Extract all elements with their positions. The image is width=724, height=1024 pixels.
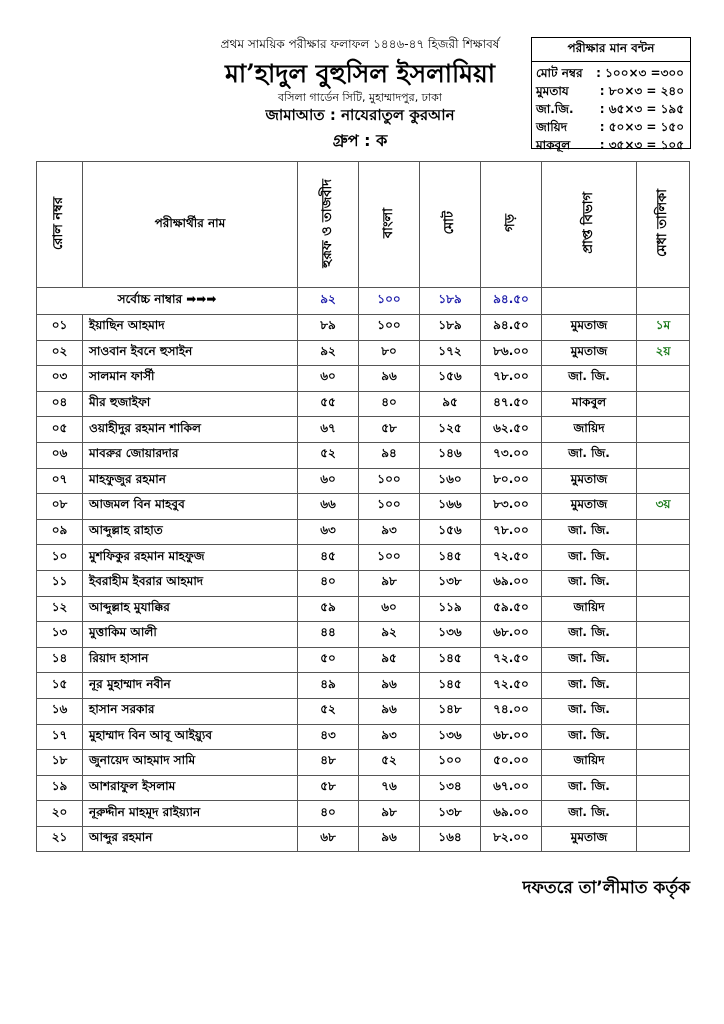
cell-roll: ০৫ <box>37 417 83 443</box>
cell-subject1: ৯২ <box>298 340 359 366</box>
cell-average: ৮৬.০০ <box>481 340 542 366</box>
cell-position <box>637 698 690 724</box>
cell-average: ৭৮.০০ <box>481 366 542 392</box>
header-total: মোট <box>420 162 481 288</box>
cell-position <box>637 442 690 468</box>
cell-name: নূরুদ্দীন মাহমূদ রাইয়্যান <box>83 801 298 827</box>
cell-name: ইয়াছিন আহমাদ <box>83 315 298 341</box>
class-name: জামাআত : নাযেরাতুল কুরআন <box>265 106 455 124</box>
cell-position: ২য় <box>637 340 690 366</box>
cell-roll: ১৪ <box>37 647 83 673</box>
cell-position: ৩য় <box>637 494 690 520</box>
table-row <box>37 391 690 417</box>
cell-division: জা. জি. <box>542 673 637 699</box>
header-subject2: বাংলা <box>359 162 420 288</box>
cell-subject1: ৪৪ <box>298 622 359 648</box>
cell-roll: ০৪ <box>37 391 83 417</box>
cell-subject2: ৯৬ <box>359 366 420 392</box>
table-row <box>37 775 690 801</box>
cell-total: ১৪৮ <box>420 698 481 724</box>
cell-subject2: ৯৪ <box>359 442 420 468</box>
cell-subject1: ৬০ <box>298 366 359 392</box>
cell-division: জায়িদ <box>542 596 637 622</box>
cell-average: ৭৪.০০ <box>481 698 542 724</box>
cell-total: ১৩৪ <box>420 775 481 801</box>
cell-roll: ২১ <box>37 826 83 852</box>
cell-subject2: ৯৬ <box>359 698 420 724</box>
cell-division: মুমতাজ <box>542 468 637 494</box>
cell-subject2: ৭৬ <box>359 775 420 801</box>
cell-position <box>637 622 690 648</box>
cell-subject2: ৯৩ <box>359 519 420 545</box>
table-row <box>37 801 690 827</box>
marks-box-row <box>536 136 686 154</box>
marks-box-value: : ৬৫×৩ = ১৯৫ <box>599 102 684 116</box>
cell-average: ৮০.০০ <box>481 468 542 494</box>
cell-position <box>637 596 690 622</box>
cell-subject1: ৫২ <box>298 442 359 468</box>
marks-box-title: পরীক্ষার মান বন্টন <box>532 40 690 62</box>
cell-roll: ০৯ <box>37 519 83 545</box>
cell-position <box>637 366 690 392</box>
cell-total: ১২৫ <box>420 417 481 443</box>
table-row <box>37 366 690 392</box>
table-row <box>37 442 690 468</box>
cell-name: আজমল বিন মাহবুব <box>83 494 298 520</box>
table-row <box>37 698 690 724</box>
result-table <box>36 161 690 852</box>
cell-average: ৬৯.০০ <box>481 801 542 827</box>
cell-average: ৭৩.০০ <box>481 442 542 468</box>
cell-name: মাহফুজুর রহমান <box>83 468 298 494</box>
cell-name: সালমান ফার্সী <box>83 366 298 392</box>
cell-position <box>637 570 690 596</box>
cell-position: ১ম <box>637 315 690 341</box>
cell-roll: ১৬ <box>37 698 83 724</box>
cell-name: ওয়াহীদুর রহমান শাকিল <box>83 417 298 443</box>
marks-box-label: মুমতায <box>536 84 569 98</box>
cell-division: জা. জি. <box>542 570 637 596</box>
cell-total: ১৩৮ <box>420 570 481 596</box>
cell-total: ১৬০ <box>420 468 481 494</box>
marks-box-value: : ১০০×৩ =৩০০ <box>596 66 684 80</box>
cell-position <box>637 391 690 417</box>
cell-subject1: ৪৩ <box>298 724 359 750</box>
highest-subject1: ৯২ <box>298 288 359 315</box>
cell-total: ১৪৫ <box>420 673 481 699</box>
cell-total: ১৪৫ <box>420 545 481 571</box>
cell-total: ১৩৬ <box>420 622 481 648</box>
header-average: গড় <box>481 162 542 288</box>
cell-subject1: ৪৫ <box>298 545 359 571</box>
cell-name: মীর হুজাইফা <box>83 391 298 417</box>
cell-roll: ১৮ <box>37 750 83 776</box>
table-row <box>37 647 690 673</box>
table-row <box>37 494 690 520</box>
cell-roll: ১৩ <box>37 622 83 648</box>
marks-box-row <box>536 118 686 136</box>
cell-subject2: ৯৬ <box>359 826 420 852</box>
cell-name: রিয়াদ হাসান <box>83 647 298 673</box>
cell-position <box>637 417 690 443</box>
cell-position <box>637 545 690 571</box>
cell-subject1: ৬৮ <box>298 826 359 852</box>
cell-name: মাবরুর জোয়ারদার <box>83 442 298 468</box>
cell-subject2: ৯৮ <box>359 801 420 827</box>
cell-name: আব্দুল্লাহ মুযাক্কির <box>83 596 298 622</box>
cell-roll: ১৭ <box>37 724 83 750</box>
cell-position <box>637 673 690 699</box>
cell-roll: ১৫ <box>37 673 83 699</box>
cell-division: মুমতাজ <box>542 340 637 366</box>
table-header-row <box>37 162 690 288</box>
marks-box-row <box>536 64 686 82</box>
marks-box-label: মোট নম্বর <box>536 66 583 80</box>
cell-roll: ০৭ <box>37 468 83 494</box>
cell-subject1: ৫৮ <box>298 775 359 801</box>
highest-marks-row <box>37 288 690 315</box>
cell-subject2: ৫৮ <box>359 417 420 443</box>
table-row <box>37 545 690 571</box>
exam-title: প্রথম সাময়িক পরীক্ষার ফলাফল ১৪৪৬-৪৭ হিজরী শিক্ষাবর্ষ <box>220 37 500 51</box>
cell-name: মুত্তাকিম আলী <box>83 622 298 648</box>
cell-subject2: ৯২ <box>359 622 420 648</box>
marks-box-value: : ৮০×৩ = ২৪০ <box>599 84 684 98</box>
cell-position <box>637 801 690 827</box>
cell-average: ৮৩.০০ <box>481 494 542 520</box>
table-row <box>37 750 690 776</box>
cell-average: ৮২.০০ <box>481 826 542 852</box>
cell-total: ১৫৬ <box>420 366 481 392</box>
marks-box-label: জায়িদ <box>536 120 568 134</box>
cell-division: জা. জি. <box>542 801 637 827</box>
cell-roll: ১০ <box>37 545 83 571</box>
cell-subject2: ১০০ <box>359 545 420 571</box>
cell-total: ১৮৯ <box>420 315 481 341</box>
cell-subject1: ৮৯ <box>298 315 359 341</box>
highest-subject2: ১০০ <box>359 288 420 315</box>
marks-box-label: জা.জি. <box>536 102 574 116</box>
table-row <box>37 826 690 852</box>
table-row <box>37 417 690 443</box>
cell-subject1: ৫৫ <box>298 391 359 417</box>
cell-position <box>637 750 690 776</box>
cell-name: আব্দুল্লাহ রাহাত <box>83 519 298 545</box>
cell-position <box>637 724 690 750</box>
cell-roll: ০১ <box>37 315 83 341</box>
cell-division: মুমতাজ <box>542 315 637 341</box>
cell-subject1: ৪৮ <box>298 750 359 776</box>
table-row <box>37 519 690 545</box>
cell-name: ইবরাহীম ইবরার আহমাদ <box>83 570 298 596</box>
cell-division: জা. জি. <box>542 647 637 673</box>
cell-division: জা. জি. <box>542 698 637 724</box>
cell-roll: ০২ <box>37 340 83 366</box>
table-row <box>37 570 690 596</box>
table-row <box>37 673 690 699</box>
table-row <box>37 724 690 750</box>
group-name: গ্রুপ : ক <box>332 131 388 150</box>
cell-subject2: ১০০ <box>359 315 420 341</box>
cell-name: মুশফিকুর রহমান মাহফুজ <box>83 545 298 571</box>
cell-subject1: ৬৬ <box>298 494 359 520</box>
highest-position <box>637 288 690 315</box>
cell-position <box>637 826 690 852</box>
cell-division: জা. জি. <box>542 545 637 571</box>
cell-name: হাসান সরকার <box>83 698 298 724</box>
cell-average: ৭২.৫০ <box>481 647 542 673</box>
cell-subject1: ৫০ <box>298 647 359 673</box>
cell-division: মুমতাজ <box>542 494 637 520</box>
header-name: পরীক্ষার্থীর নাম <box>83 162 298 288</box>
cell-average: ৯৪.৫০ <box>481 315 542 341</box>
highest-division <box>542 288 637 315</box>
cell-division: জা. জি. <box>542 366 637 392</box>
cell-average: ৭২.৫০ <box>481 673 542 699</box>
cell-name: আশরাফুল ইসলাম <box>83 775 298 801</box>
cell-division: জা. জি. <box>542 724 637 750</box>
table-row <box>37 596 690 622</box>
cell-subject2: ৯৬ <box>359 673 420 699</box>
cell-average: ৫০.০০ <box>481 750 542 776</box>
cell-average: ৬২.৫০ <box>481 417 542 443</box>
cell-total: ১৭২ <box>420 340 481 366</box>
table-row <box>37 340 690 366</box>
cell-roll: ০৬ <box>37 442 83 468</box>
cell-position <box>637 468 690 494</box>
cell-roll: ০৩ <box>37 366 83 392</box>
cell-roll: ১৯ <box>37 775 83 801</box>
cell-position <box>637 775 690 801</box>
cell-name: মুহাম্মাদ বিন আবূ আইয়্যুব <box>83 724 298 750</box>
cell-total: ১০০ <box>420 750 481 776</box>
cell-subject1: ৬০ <box>298 468 359 494</box>
header-position: মেধা তালিকা <box>637 162 690 288</box>
cell-division: মাকবুল <box>542 391 637 417</box>
cell-total: ১৪৫ <box>420 647 481 673</box>
cell-average: ৬৮.০০ <box>481 622 542 648</box>
table-row <box>37 315 690 341</box>
cell-subject2: ৯৫ <box>359 647 420 673</box>
cell-average: ৬৭.০০ <box>481 775 542 801</box>
cell-division: জা. জি. <box>542 519 637 545</box>
cell-division: জায়িদ <box>542 417 637 443</box>
cell-total: ১৬৬ <box>420 494 481 520</box>
cell-average: ৬৯.০০ <box>481 570 542 596</box>
cell-name: আব্দুর রহমান <box>83 826 298 852</box>
cell-subject2: ১০০ <box>359 468 420 494</box>
cell-division: মুমতাজ <box>542 826 637 852</box>
cell-total: ৯৫ <box>420 391 481 417</box>
cell-roll: ১২ <box>37 596 83 622</box>
marks-box-label: মাকবূল <box>536 138 571 152</box>
cell-subject2: ৫২ <box>359 750 420 776</box>
cell-average: ৫৯.৫০ <box>481 596 542 622</box>
cell-division: জা. জি. <box>542 775 637 801</box>
cell-subject1: ৫৯ <box>298 596 359 622</box>
cell-division: জা. জি. <box>542 442 637 468</box>
cell-name: সাওবান ইবনে হুসাইন <box>83 340 298 366</box>
cell-subject2: ৪০ <box>359 391 420 417</box>
cell-subject2: ৯৮ <box>359 570 420 596</box>
cell-total: ১৩৬ <box>420 724 481 750</box>
cell-subject2: ৬০ <box>359 596 420 622</box>
cell-average: ৭৮.০০ <box>481 519 542 545</box>
cell-subject1: ৫২ <box>298 698 359 724</box>
institution-name: মা’হাদুল বুহুসিল ইসলামিয়া <box>225 59 495 88</box>
header-subject1: হুরূফ ও তাজবীদ <box>298 162 359 288</box>
marks-box-row <box>536 100 686 118</box>
cell-subject2: ১০০ <box>359 494 420 520</box>
highest-total: ১৮৯ <box>420 288 481 315</box>
cell-name: জুনায়েদ আহমাদ সামি <box>83 750 298 776</box>
marks-box-value: : ৩৫×৩ = ১০৫ <box>599 138 684 152</box>
cell-subject1: ৬৩ <box>298 519 359 545</box>
cell-position <box>637 519 690 545</box>
cell-total: ১১৯ <box>420 596 481 622</box>
marks-box-value: : ৫০×৩ = ১৫০ <box>599 120 684 134</box>
cell-total: ১৬৪ <box>420 826 481 852</box>
cell-roll: ২০ <box>37 801 83 827</box>
cell-total: ১৫৬ <box>420 519 481 545</box>
cell-average: ৬৮.০০ <box>481 724 542 750</box>
cell-subject1: ৪৯ <box>298 673 359 699</box>
header-division: প্রাপ্ত বিভাগ <box>542 162 637 288</box>
header-roll: রোল নম্বর <box>37 162 83 288</box>
cell-roll: ০৮ <box>37 494 83 520</box>
cell-division: জায়িদ <box>542 750 637 776</box>
highest-marks-label: সর্বোচ্চ নাম্বার ➡➡➡ <box>37 288 298 315</box>
cell-roll: ১১ <box>37 570 83 596</box>
cell-subject1: ৪০ <box>298 801 359 827</box>
footer-note: দফতরে তা’লীমাত কর্তৃক <box>522 878 690 898</box>
cell-average: ৭২.৫০ <box>481 545 542 571</box>
cell-position <box>637 647 690 673</box>
highest-average: ৯৪.৫০ <box>481 288 542 315</box>
cell-division: জা. জি. <box>542 622 637 648</box>
cell-average: ৪৭.৫০ <box>481 391 542 417</box>
cell-subject1: ৬৭ <box>298 417 359 443</box>
cell-total: ১৩৮ <box>420 801 481 827</box>
cell-subject1: ৪০ <box>298 570 359 596</box>
cell-total: ১৪৬ <box>420 442 481 468</box>
institution-address: বসিলা গার্ডেন সিটি, মুহাম্মাদপুর, ঢাকা <box>278 91 442 104</box>
marks-box-row <box>536 82 686 100</box>
marks-distribution-box <box>531 37 691 152</box>
table-row <box>37 622 690 648</box>
cell-name: নূর মুহাম্মাদ নবীন <box>83 673 298 699</box>
table-row <box>37 468 690 494</box>
cell-subject2: ৮০ <box>359 340 420 366</box>
cell-subject2: ৯৩ <box>359 724 420 750</box>
